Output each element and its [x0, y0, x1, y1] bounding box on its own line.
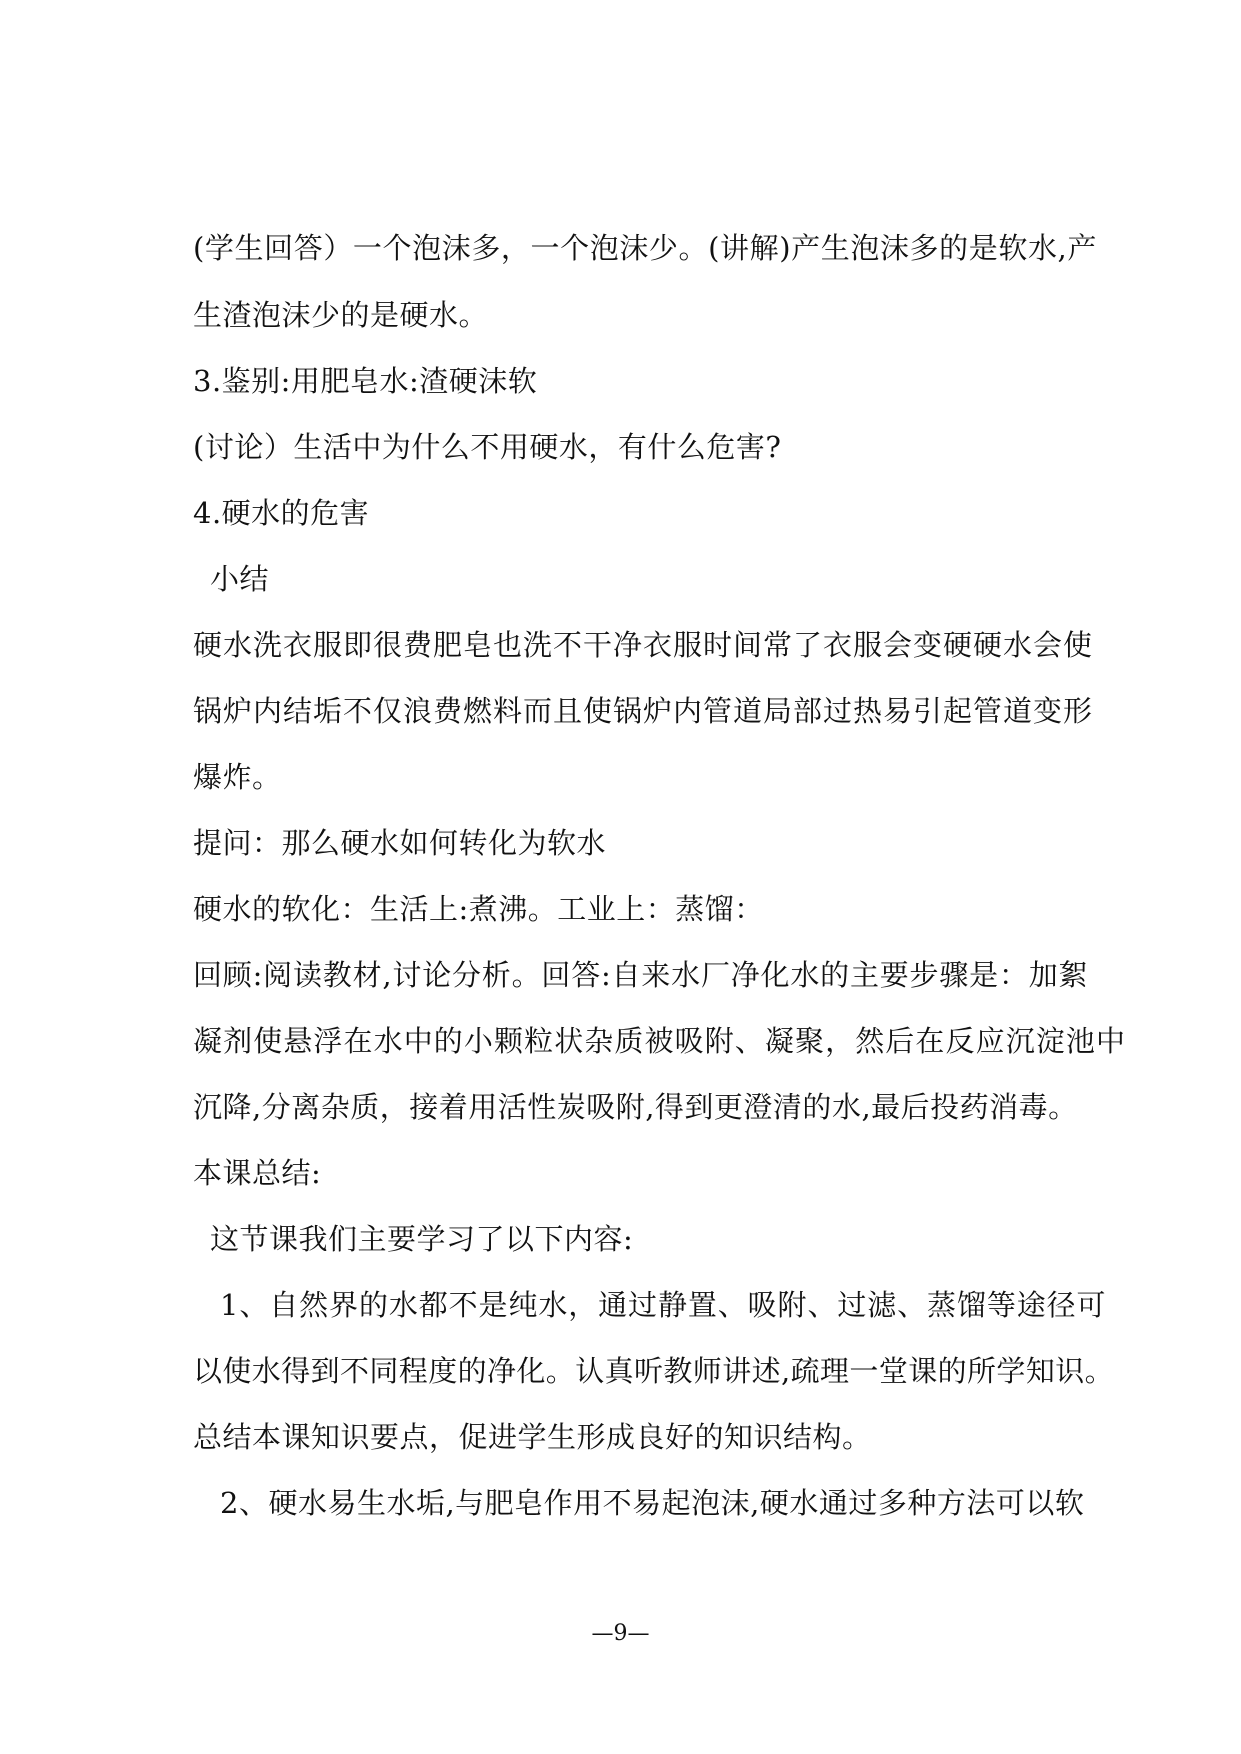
page-number: —9—: [591, 1621, 650, 1646]
text-line: (学生回答）一个泡沫多，一个泡沫少。(讲解)产生泡沫多的是软水,产: [193, 231, 1097, 265]
text-line: 以使水得到不同程度的净化。认真听教师讲述,疏理一堂课的所学知识。: [193, 1354, 1115, 1388]
text-line: 沉降,分离杂质，接着用活性炭吸附,得到更澄清的水,最后投药消毒。: [193, 1090, 1078, 1124]
text-line: (讨论）生活中为什么不用硬水，有什么危害?: [193, 430, 782, 464]
list-item: 2、硬水易生水垢,与肥皂作用不易起泡沫,硬水通过多种方法可以软: [220, 1486, 1085, 1520]
text-line: 锅炉内结垢不仅浪费燃料而且使锅炉内管道局部过热易引起管道变形: [193, 694, 1094, 728]
text-line: 4.硬水的危害: [193, 496, 370, 530]
text-line: 这节课我们主要学习了以下内容:: [210, 1222, 634, 1256]
text-line: 生渣泡沫少的是硬水。: [193, 298, 489, 332]
text-line: 回顾:阅读教材,讨论分析。回答:自来水厂净化水的主要步骤是：加絮: [193, 958, 1089, 992]
text-line: 爆炸。: [193, 760, 282, 794]
text-line: 硬水的软化：生活上:煮沸。工业上：蒸馏：: [193, 892, 764, 926]
section-heading: 本课总结:: [193, 1156, 322, 1190]
text-line: 提问：那么硬水如何转化为软水: [193, 826, 607, 860]
text-line: 3.鉴别:用肥皂水:渣硬沫软: [193, 364, 538, 398]
text-line: 凝剂使悬浮在水中的小颗粒状杂质被吸附、凝聚，然后在反应沉淀池中: [193, 1024, 1127, 1058]
text-line: 总结本课知识要点，促进学生形成良好的知识结构。: [193, 1420, 872, 1454]
text-line: 硬水洗衣服即很费肥皂也洗不干净衣服时间常了衣服会变硬硬水会使: [193, 628, 1094, 662]
list-item: 1、自然界的水都不是纯水，通过静置、吸附、过滤、蒸馏等途径可: [220, 1288, 1107, 1322]
section-heading: 小结: [210, 562, 270, 596]
